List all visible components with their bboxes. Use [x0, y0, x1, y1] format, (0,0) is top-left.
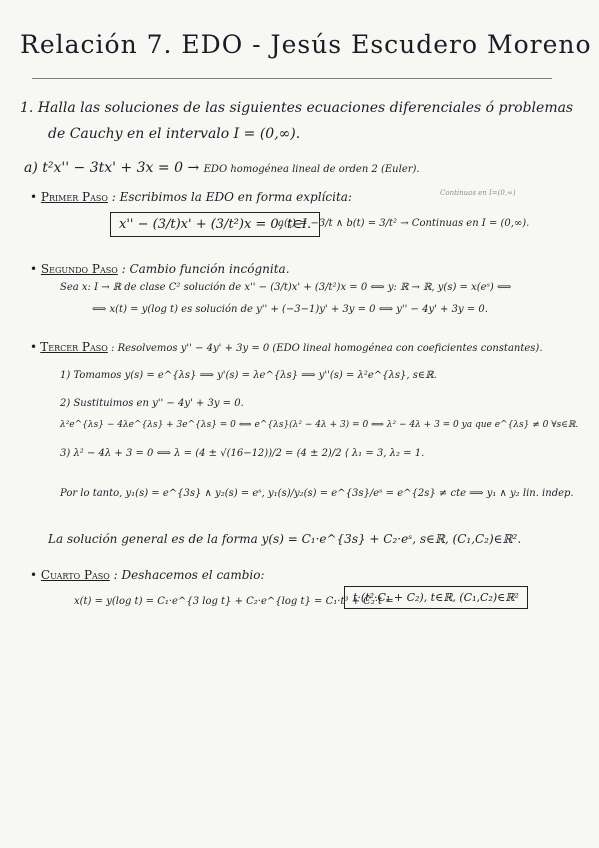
step3-general-solution: La solución general es de la forma y(s) = C₁·e^{3s} + C₂·eˢ, s∈ℝ, (C₁,C₂)∈ℝ². — [48, 532, 522, 546]
step2-name: Segundo Paso — [40, 262, 118, 276]
step3-name: Tercer Paso — [40, 340, 108, 354]
arrow-icon: → — [187, 160, 200, 176]
step2-heading — [30, 262, 290, 276]
part-a-label: a) — [24, 160, 38, 176]
step1-faint-note: Continuas en I=(0,∞) — [440, 189, 516, 197]
bullet-icon: • — [30, 190, 38, 204]
step2-line1: Sea x: I → ℝ de clase C² solución de x'' − (3/t)x' + (3/t²)x = 0 ⟺ y: ℝ → ℝ, y(s) = x(eˢ) ⟺ — [60, 282, 512, 293]
title-underline — [32, 78, 552, 79]
step1-coeffs — [278, 218, 529, 229]
exercise-number: 1. — [20, 100, 34, 116]
step4-text: : Deshacemos el cambio: — [113, 568, 265, 582]
step4-boxed-result: t·(t²·C₁ + C₂), t∈ℝ, (C₁,C₂)∈ℝ² — [344, 586, 528, 609]
part-a-equation: t²x'' − 3tx' + 3x = 0 — [42, 160, 183, 176]
step3-s3: 3) λ² − 4λ + 3 = 0 ⟺ λ = (4 ± √(16−12))/2 = (4 ± 2)/2 ⟨ λ₁ = 3, λ₂ = 1. — [60, 448, 425, 459]
step1-heading — [30, 190, 352, 204]
step2-text: : Cambio función incógnita. — [121, 262, 290, 276]
bullet-icon: • — [30, 568, 38, 582]
step1-coeffs-formula: a(t) = −3/t ∧ b(t) = 3/t² — [278, 218, 398, 229]
step3-s2b: λ²e^{λs} − 4λe^{λs} + 3e^{λs} = 0 ⟺ e^{λs}(λ² − 4λ + 3) = 0 ⟺ λ² − 4λ + 3 = 0 ya que e^{λs} ≠ 0 ∀s∈ℝ. — [60, 420, 579, 430]
page-title: Relación 7. EDO - Jesús Escudero Moreno — [20, 30, 592, 59]
step3-s2: 2) Sustituimos en y'' − 4y' + 3y = 0. — [60, 398, 244, 409]
step3-conclusion: Por lo tanto, y₁(s) = e^{3s} ∧ y₂(s) = eˢ, y₁(s)/y₂(s) = e^{3s}/eˢ = e^{2s} ≠ cte ⟹ y₁ ∧ y₂ lin. indep. — [60, 488, 574, 499]
bullet-icon: • — [30, 262, 38, 276]
step1-boxed-equation: x'' − (3/t)x' + (3/t²)x = 0, t∈I. — [110, 212, 320, 237]
part-a-note: EDO homogénea lineal de orden 2 (Euler). — [203, 164, 420, 175]
step4-name: Cuarto Paso — [40, 568, 110, 582]
step2-line2: ⟺ x(t) = y(log t) es solución de y'' + (−3−1)y' + 3y = 0 ⟺ y'' − 4y' + 3y = 0. — [92, 304, 488, 315]
step1-text: : Escribimos la EDO en forma explícita: — [111, 190, 352, 204]
step3-s1: 1) Tomamos y(s) = e^{λs} ⟹ y'(s) = λe^{λs} ⟹ y''(s) = λ²e^{λs}, s∈ℝ. — [60, 370, 437, 381]
step3-text: : Resolvemos y'' − 4y' + 3y = 0 (EDO lineal homogénea con coeficientes constantes). — [111, 343, 543, 354]
exercise-statement-line2: de Cauchy en el intervalo I = (0,∞). — [48, 126, 301, 142]
part-a — [24, 160, 420, 176]
step3-heading — [30, 340, 543, 354]
step4-line: x(t) = y(log t) = C₁·e^{3 log t} + C₂·e^{log t} = C₁·t³ + C₂·t = — [74, 596, 394, 607]
exercise-statement-1 — [20, 100, 573, 116]
step4-heading — [30, 568, 265, 582]
bullet-icon: • — [30, 340, 38, 354]
step1-coeffs-note: → Continuas en I = (0,∞). — [400, 218, 530, 229]
step1-name: Primer Paso — [40, 190, 108, 204]
exercise-statement-line1: Halla las soluciones de las siguientes ecuaciones diferenciales ó problemas — [37, 100, 574, 116]
